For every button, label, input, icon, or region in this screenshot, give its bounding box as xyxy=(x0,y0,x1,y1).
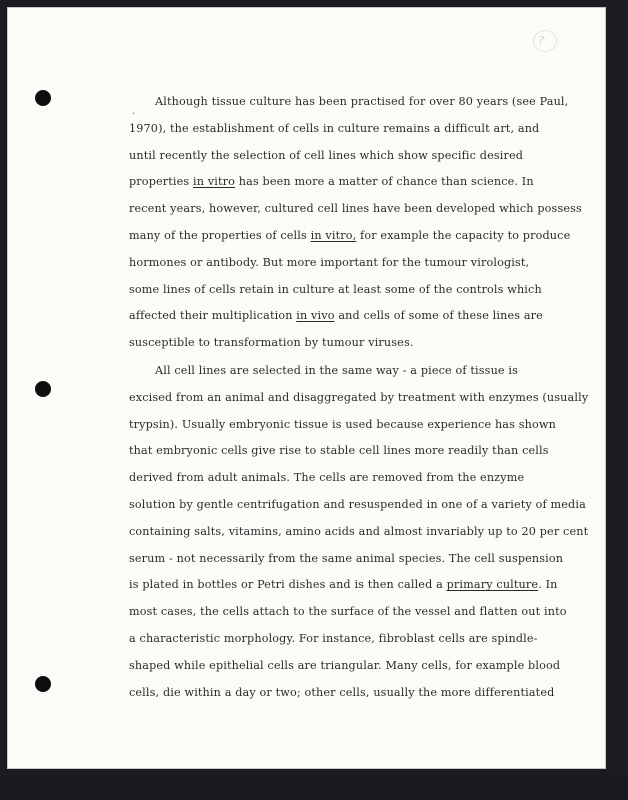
text-line: derived from adult animals. The cells are removed from the enzyme xyxy=(129,471,525,485)
text-line: properties in vitro has been more a matter of chance than science. In xyxy=(129,175,534,189)
document-page xyxy=(8,8,605,768)
text-line: trypsin). Usually embryonic tissue is used because experience has shown xyxy=(129,417,556,431)
text-line: 1970), the establishment of cells in culture remains a difficult art, and xyxy=(129,121,540,135)
underlined-term: in vitro, xyxy=(310,229,357,242)
text-line: that embryonic cells give rise to stable cell lines more readily than cells xyxy=(129,444,549,458)
punch-hole-middle xyxy=(35,381,51,397)
text-line: cells, die within a day or two; other cells, usually the more differentiated xyxy=(129,685,555,699)
punch-hole-bottom xyxy=(35,676,51,692)
text-line: hormones or antibody. But more important for the tumour virologist, xyxy=(129,255,530,269)
text-line: is plated in bottles or Petri dishes and is then called a primary culture. In xyxy=(129,578,558,592)
text-line: many of the properties of cells in vitro, for example the capacity to produce xyxy=(129,229,571,242)
margin-dot: . xyxy=(132,106,136,117)
punch-hole-top xyxy=(35,90,51,106)
page-number-mark: ? xyxy=(538,34,544,47)
text-line: All cell lines are selected in the same way - a piece of tissue is xyxy=(155,364,519,377)
text-line: until recently the selection of cell lines which show specific desired xyxy=(129,148,524,162)
text-line: recent years, however, cultured cell lines have been developed which possess xyxy=(129,202,582,216)
scan-background xyxy=(0,770,628,800)
text-line: containing salts, vitamins, amino acids and almost invariably up to 20 per cent xyxy=(129,524,589,538)
underlined-term: in vitro xyxy=(193,175,236,189)
text-line: a characteristic morphology. For instance, fibroblast cells are spindle- xyxy=(129,632,538,645)
underlined-term: primary culture xyxy=(446,578,539,592)
underlined-term: in vivo xyxy=(296,309,335,323)
text-line: solution by gentle centrifugation and resuspended in one of a variety of media xyxy=(129,498,586,511)
text-line: shaped while epithelial cells are triangular. Many cells, for example blood xyxy=(129,658,561,672)
text-line: affected their multiplication in vivo and cells of some of these lines are xyxy=(129,309,543,323)
text-line: most cases, the cells attach to the surface of the vessel and flatten out into xyxy=(129,605,567,619)
text-line: serum - not necessarily from the same animal species. The cell suspension xyxy=(129,551,564,565)
text-line: some lines of cells retain in culture at least some of the controls which xyxy=(129,282,542,296)
text-line: excised from an animal and disaggregated by treatment with enzymes (usually xyxy=(129,390,589,404)
text-line: susceptible to transformation by tumour viruses. xyxy=(129,336,414,350)
text-line: Although tissue culture has been practised for over 80 years (see Paul, xyxy=(155,95,569,108)
